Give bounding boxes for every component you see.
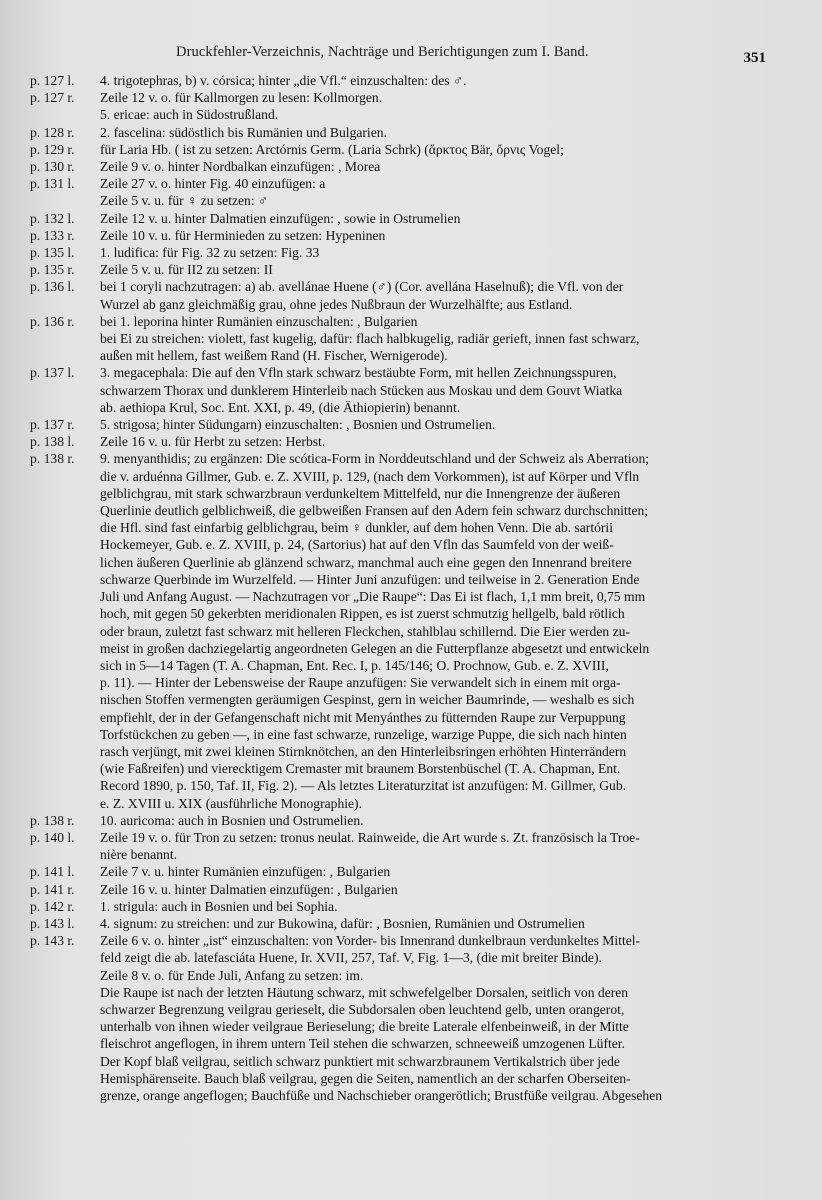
text-line: 3. megacephala: Die auf den Vfln stark schwarz bestäubte Form, mit hellen Zeichnungsspuren,	[100, 365, 617, 381]
text-line: Zeile 5 v. u. für II2 zu setzen: II	[100, 262, 273, 278]
text-line: Zeile 8 v. o. für Ende Juli, Anfang zu setzen: im.	[100, 967, 364, 983]
errata-entry	[30, 364, 786, 416]
text-line: rasch verjüngt, mit zwei kleinen Stirnknötchen, an den Hinterleibsringen erhöhten Hinterrändern	[100, 743, 627, 759]
text-line: 9. menyanthidis; zu ergänzen: Die scótica-Form in Norddeutschland und der Schweiz als Aberration;	[100, 451, 650, 467]
page-reference: p. 135 l.	[30, 245, 75, 261]
text-line: e. Z. XVIII u. XIX (ausführliche Monographie).	[100, 795, 362, 811]
errata-entry	[30, 863, 786, 880]
entry-text	[100, 433, 786, 450]
page-reference: p. 132 l.	[30, 210, 75, 226]
errata-entry	[30, 278, 786, 312]
text-line: 10. auricoma: auch in Bosnien und Ostrumelien.	[100, 812, 364, 828]
entry-text	[100, 932, 786, 1104]
text-line: Zeile 7 v. u. hinter Rumänien einzufügen: , Bulgarien	[100, 864, 391, 880]
errata-entry	[30, 261, 786, 278]
text-line: schwarzem Thorax und dunklerem Hinterleib nach Stücken aus Moskau und dem Gouvt Wiatka	[100, 382, 623, 398]
entry-text	[100, 175, 786, 209]
page-reference: p. 138 r.	[30, 451, 75, 467]
page-reference: p. 127 l.	[30, 73, 75, 88]
entry-text	[100, 141, 786, 158]
page-reference: p. 128 r.	[30, 124, 75, 140]
text-line: ab. aethiopa Krul, Soc. Ent. XXI, p. 49, (die Äthiopierin) benannt.	[100, 399, 461, 415]
page-reference: p. 136 l.	[30, 279, 75, 295]
entry-text	[100, 812, 786, 829]
text-line: Zeile 12 v. u. hinter Dalmatien einzufügen: , sowie in Ostrumelien	[100, 210, 461, 226]
text-line: bei 1 coryli nachzutragen: a) ab. avellánae Huene (♂) (Cor. avellána Haselnuß); die Vfl. von der	[100, 279, 624, 295]
text-line: 5. ericae: auch in Südostrußland.	[100, 107, 279, 123]
text-line: p. 11). — Hinter der Lebensweise der Raupe anzufügen: Sie verwandelt sich in einem mit orga-	[100, 675, 621, 691]
text-line: gelblichgrau, mit stark schwarzbraun verdunkeltem Mittelfeld, nur die Innengrenze der äußeren	[100, 485, 621, 501]
errata-entry	[30, 72, 786, 89]
page-number: 351	[743, 50, 766, 66]
errata-entry	[30, 210, 786, 227]
page-reference: p. 131 l.	[30, 176, 75, 192]
errata-entry	[30, 244, 786, 261]
text-line: Zeile 6 v. o. hinter „ist“ einzuschalten: von Vorder- bis Innenrand dunkelbraun verdunkeltes Mittel-	[100, 933, 641, 949]
text-line: hoch, mit gegen 50 gekerbten meridionalen Rippen, es ist zuerst schmutzig hellgelb, bald rötlich	[100, 606, 625, 622]
page-reference: p. 140 l.	[30, 829, 75, 845]
errata-entry	[30, 450, 786, 811]
text-line: bei 1. leporina hinter Rumänien einzuschalten: , Bulgarien	[100, 313, 418, 329]
text-line: Zeile 5 v. u. für ♀ zu setzen: ♂	[100, 193, 269, 209]
page-reference: p. 136 r.	[30, 313, 75, 329]
text-line: Zeile 10 v. u. für Herminieden zu setzen: Hypeninen	[100, 227, 386, 243]
page-reference: p. 141 r.	[30, 881, 75, 897]
text-line: Zeile 27 v. o. hinter Fig. 40 einzufügen: a	[100, 176, 326, 192]
text-line: 1. ludifica: für Fig. 32 zu setzen: Fig. 33	[100, 245, 320, 261]
entry-text	[100, 450, 786, 811]
text-line: die Hfl. sind fast einfarbig gelblichgrau, beim ♀ dunkler, auf dem hohen Venn. Die ab. sartórii	[100, 520, 613, 536]
page-reference: p. 143 r.	[30, 933, 75, 949]
running-title: Druckfehler-Verzeichnis, Nachträge und Berichtigungen zum I. Band.	[176, 44, 589, 60]
text-line: 4. signum: zu streichen: und zur Bukowina, dafür: , Bosnien, Rumänien und Ostrumelien	[100, 915, 585, 931]
errata-list	[30, 72, 786, 1104]
text-line: außen mit hellem, fast weißem Rand (H. Fischer, Wernigerode).	[100, 348, 448, 364]
text-line: Querlinie deutlich gelblichweiß, die gelbweißen Fransen auf den Adern fein schwarz durchschnitten;	[100, 503, 649, 519]
text-line: Record 1890, p. 150, Taf. II, Fig. 2). — Als letztes Literaturzitat ist anzufügen: M. Gillmer, Gub.	[100, 778, 627, 794]
text-line: Zeile 12 v. o. für Kallmorgen zu lesen: Kollmorgen.	[100, 90, 383, 106]
entry-text	[100, 124, 786, 141]
text-line: Die Raupe ist nach der letzten Häutung schwarz, mit schwefelgelber Dorsalen, seitlich von deren	[100, 984, 629, 1000]
text-line: sich in 5—14 Tagen (T. A. Chapman, Ent. Rec. I, p. 145/146; O. Prochnow, Gub. e. Z. XVIII,	[100, 657, 609, 673]
text-line: oder braun, zuletzt fast schwarz mit helleren Fleckchen, stahlblau schillernd. Die Eier werden zu-	[100, 623, 630, 639]
entry-text	[100, 244, 786, 261]
page-reference: p. 141 l.	[30, 864, 75, 880]
errata-entry	[30, 89, 786, 123]
text-line: Zeile 16 v. u. für Herbt zu setzen: Herbst.	[100, 434, 326, 450]
text-line: 2. fascelina: südöstlich bis Rumänien und Bulgarien.	[100, 124, 387, 140]
text-line: lichen äußeren Querlinie ab glänzend schwarz, manchmal auch eine gegen den Innenrand breitere	[100, 554, 632, 570]
page-reference: p. 135 r.	[30, 262, 75, 278]
text-line: schwarze Querbinde im Wurzelfeld. — Hinter Juni anzufügen: und teilweise in 2. Generation Ende	[100, 571, 640, 587]
page-reference: p. 130 r.	[30, 159, 75, 175]
text-line: unterhalb von ihnen wieder veilgraue Berieselung; die breite Laterale elfenbeinweiß, in der Mitte	[100, 1019, 629, 1035]
errata-entry	[30, 932, 786, 1104]
entry-text	[100, 416, 786, 433]
text-line: (wie Faßreifen) und vierecktigem Cremaster mit braunem Borstenbüschel (T. A. Chapman, Ent.	[100, 761, 621, 777]
errata-entry	[30, 141, 786, 158]
entry-text	[100, 227, 786, 244]
page-reference: p. 143 l.	[30, 915, 75, 931]
text-line: Der Kopf blaß veilgrau, seitlich schwarz punktiert mit schwarzbraunem Vertikalstrich über jede	[100, 1053, 620, 1069]
entry-text	[100, 364, 786, 416]
entry-text	[100, 881, 786, 898]
text-line: Torfstückchen zu geben —, in eine fast schwarze, runzelige, warzige Puppe, die sich nach hinten	[100, 726, 627, 742]
errata-entry	[30, 175, 786, 209]
text-line: 4. trigotephras, b) v. córsica; hinter „die Vfl.“ einzuschalten: des ♂.	[100, 73, 467, 88]
page-reference: p. 137 l.	[30, 365, 75, 381]
errata-entry	[30, 898, 786, 915]
text-line: meist in großen dachziegelartig angeordneten Gelegen an die Futterpflanze abgesetzt und entwickeln	[100, 640, 650, 656]
text-line: 5. strigosa; hinter Südungarn) einzuschalten: , Bosnien und Ostrumelien.	[100, 417, 496, 433]
errata-entry	[30, 829, 786, 863]
text-line: 1. strigula: auch in Bosnien und bei Sophia.	[100, 898, 338, 914]
page-reference: p. 129 r.	[30, 141, 75, 157]
text-line: bei Ei zu streichen: violett, fast kugelig, dafür: flach halbkugelig, radiär gerieft, innen fast schwarz,	[100, 331, 640, 347]
errata-entry	[30, 433, 786, 450]
errata-entry	[30, 158, 786, 175]
entry-text	[100, 158, 786, 175]
page-reference: p. 137 r.	[30, 417, 75, 433]
entry-text	[100, 898, 786, 915]
page-header	[0, 44, 822, 66]
text-line: nière benannt.	[100, 847, 177, 863]
errata-entry	[30, 416, 786, 433]
entry-text	[100, 863, 786, 880]
text-line: fleischrot angeflogen, in ihrem untern Teil stehen die schwarzen, schneeweiß umzogenen Lüfter.	[100, 1036, 625, 1052]
text-line: feld zeigt die ab. latefasciáta Huene, Ir. XVII, 257, Taf. V, Fig. 1—3, (die mit breiter Binde).	[100, 950, 602, 966]
text-line: schwarzer Begrenzung veilgrau gerieselt, die Subdorsalen oben leuchtend gelb, unten orangerot,	[100, 1001, 625, 1017]
errata-entry	[30, 313, 786, 365]
page-reference: p. 133 r.	[30, 227, 75, 243]
errata-entry	[30, 881, 786, 898]
text-line: Zeile 9 v. o. hinter Nordbalkan einzufügen: , Morea	[100, 159, 381, 175]
page-reference: p. 127 r.	[30, 90, 75, 106]
text-line: nischen Stoffen vermengten geräumigen Gespinst, gern in weicher Baumrinde, — weshalb es sich	[100, 692, 635, 708]
entry-text	[100, 210, 786, 227]
text-line: Zeile 16 v. u. hinter Dalmatien einzufügen: , Bulgarien	[100, 881, 398, 897]
entry-text	[100, 278, 786, 312]
errata-entry	[30, 915, 786, 932]
text-line: Juli und Anfang August. — Nachzutragen vor „Die Raupe“: Das Ei ist flach, 1,1 mm breit, 0,75 mm	[100, 589, 646, 605]
errata-entry	[30, 812, 786, 829]
text-line: Hockemeyer, Gub. e. Z. XVIII, p. 24, (Sartorius) hat auf den Vfln das Saumfeld von der weiß-	[100, 537, 614, 553]
entry-text	[100, 261, 786, 278]
text-line: Wurzel ab ganz gleichmäßig grau, ohne jedes Nußbraun der Wurzelhälfte; aus Estland.	[100, 296, 573, 312]
text-line: grenze, orange angeflogen; Bauchfüße und Nachschieber orangerötlich; Brustfüße veilgrau. Abgesehen	[100, 1087, 663, 1103]
entry-text	[100, 829, 786, 863]
text-line: für Laria Hb. ( ist zu setzen: Arctórnis Germ. (Laria Schrk) (ἄρκτος Bär, ὄρνις Vogel;	[100, 141, 564, 157]
text-line: Zeile 19 v. o. für Tron zu setzen: tronus neulat. Rainweide, die Art wurde s. Zt. französisch la Troe-	[100, 829, 640, 845]
entry-text	[100, 915, 786, 932]
page-reference: p. 142 r.	[30, 898, 75, 914]
entry-text	[100, 72, 786, 89]
text-line: empfiehlt, der in der Gefangenschaft nicht mit Menyánthes zu fütternden Raupe zur Verpuppung	[100, 709, 626, 725]
page-reference: p. 138 r.	[30, 812, 75, 828]
page-reference: p. 138 l.	[30, 434, 75, 450]
text-line: Hemisphärenseite. Bauch blaß veilgrau, gegen die Seiten, namentlich an der scharfen Oberseiten-	[100, 1070, 631, 1086]
entry-text	[100, 89, 786, 123]
text-line: die v. arduénna Gillmer, Gub. e. Z. XVIII, p. 129, (nach dem Vorkommen), ist auf Körper und Vfln	[100, 468, 640, 484]
errata-entry	[30, 227, 786, 244]
entry-text	[100, 313, 786, 365]
errata-entry	[30, 124, 786, 141]
